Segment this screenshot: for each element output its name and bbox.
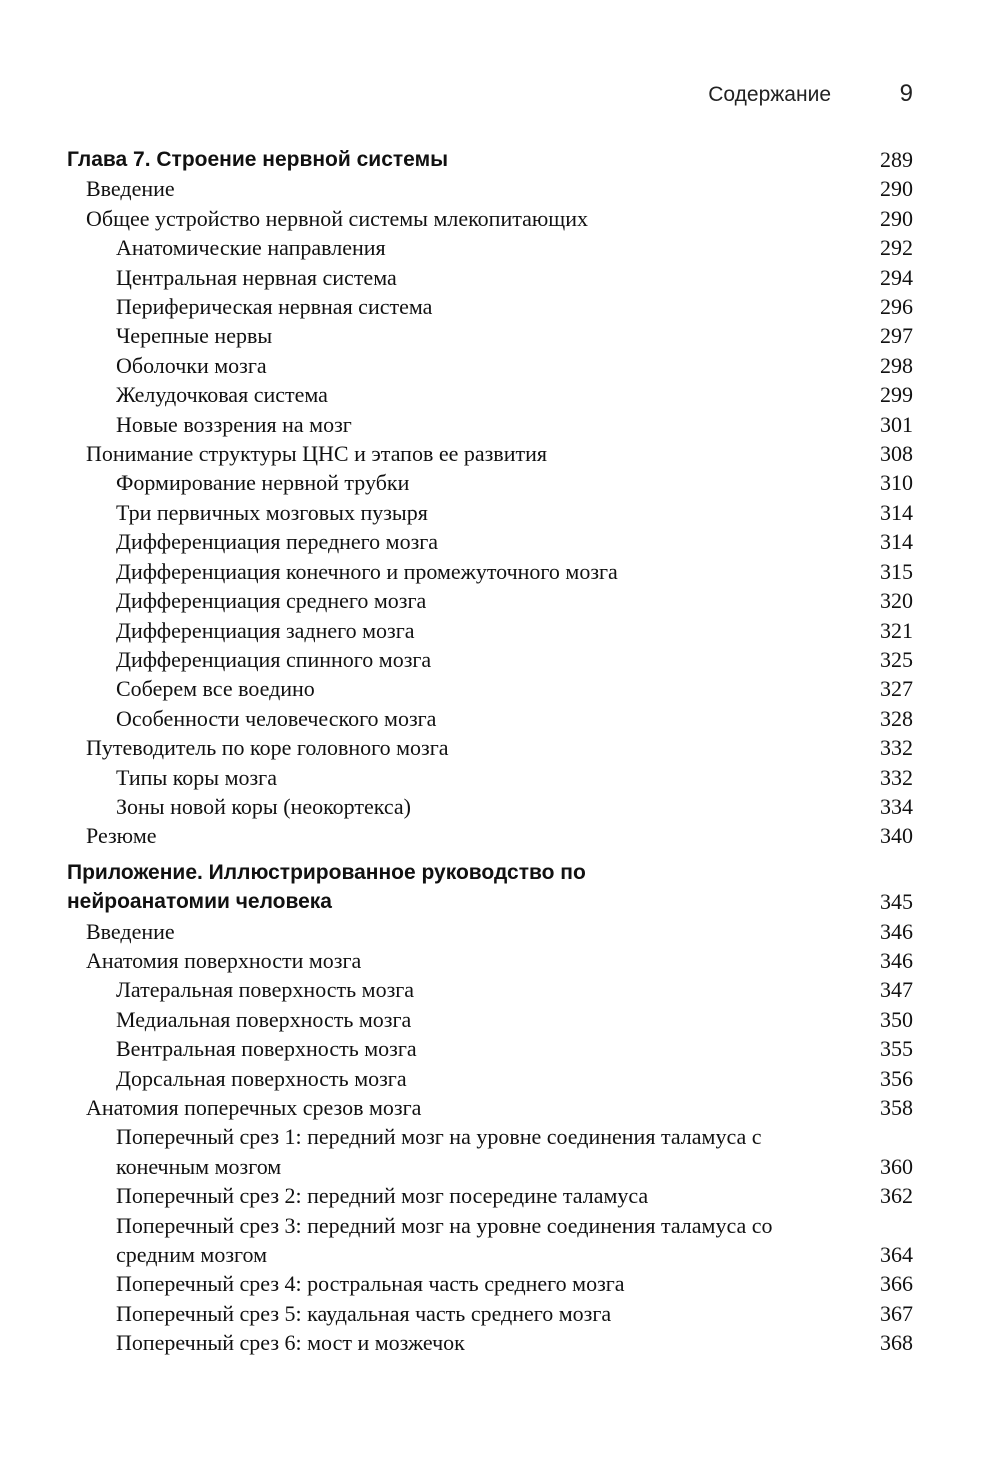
toc-entry-title: Соберем все воедино: [116, 676, 315, 702]
toc-entry[interactable]: [67, 616, 913, 645]
toc-entry-page-number: 358: [880, 1095, 913, 1120]
toc-entry[interactable]: [67, 1005, 913, 1034]
toc-entry-title: Периферическая нервная система: [116, 294, 433, 320]
toc-entry[interactable]: [67, 1181, 913, 1210]
toc-entry[interactable]: [67, 1299, 913, 1328]
toc-entry-title: Оболочки мозга: [116, 352, 267, 378]
toc-entry[interactable]: [67, 380, 913, 409]
toc-entry-title: Формирование нервной трубки: [116, 470, 410, 496]
toc-entry-title: Центральная нервная система: [116, 264, 397, 290]
toc-entry-title: Дифференциация среднего мозга: [116, 588, 427, 614]
section-heading[interactable]: [67, 858, 913, 917]
toc-entry-title: Особенности человеческого мозга: [116, 705, 437, 731]
toc-entry-page-number: 347: [880, 977, 913, 1003]
toc-entry[interactable]: [67, 321, 913, 350]
toc-entry[interactable]: [67, 410, 913, 439]
toc-entry-title: Поперечный срез 1: передний мозг на уровне соединения таламуса с конечным мозгом: [116, 1124, 762, 1179]
section-title: Приложение. Иллюстрированное руководство по нейроанатомии человека: [67, 860, 586, 914]
table-of-contents: [67, 145, 913, 1358]
toc-entry[interactable]: [67, 439, 913, 468]
toc-entry-title: Общее устройство нервной системы млекопитающих: [86, 205, 589, 231]
toc-entry-page-number: 314: [880, 499, 913, 525]
section-page-number: 289: [880, 147, 913, 172]
toc-entry-page-number: 294: [880, 264, 913, 290]
section-title: Глава 7. Строение нервной системы: [67, 148, 449, 171]
toc-entry-title: Анатомические направления: [116, 235, 386, 261]
running-title: Содержание: [708, 83, 831, 106]
toc-entry-page-number: 315: [880, 558, 913, 584]
page-header: [67, 80, 913, 110]
page-number: 9: [899, 80, 913, 107]
toc-entry[interactable]: [67, 763, 913, 792]
toc-entry-title: Дифференциация переднего мозга: [116, 529, 439, 555]
toc-entry[interactable]: [67, 733, 913, 762]
toc-entry-title: Медиальная поверхность мозга: [116, 1006, 412, 1032]
toc-entry-title: Зоны новой коры (неокортекса): [116, 793, 412, 819]
toc-entry-title: Анатомия поверхности мозга: [86, 947, 362, 973]
toc-entry[interactable]: [67, 821, 913, 850]
toc-entry-title: Резюме: [86, 823, 157, 849]
section-page-number: 345: [880, 889, 913, 915]
toc-entry-page-number: 360: [880, 1153, 913, 1179]
toc-entry-page-number: 346: [880, 918, 913, 944]
toc-entry-title: Поперечный срез 5: каудальная часть среднего мозга: [116, 1300, 612, 1326]
toc-entry-title: Понимание структуры ЦНС и этапов ее развития: [86, 441, 547, 467]
toc-entry-page-number: 350: [880, 1006, 913, 1032]
toc-entry-page-number: 334: [880, 793, 913, 819]
toc-entry-page-number: 367: [880, 1300, 913, 1326]
toc-entry-title: Новые воззрения на мозг: [116, 411, 352, 437]
toc-entry-title: Путеводитель по коре головного мозга: [86, 735, 449, 761]
toc-entry[interactable]: [67, 946, 913, 975]
toc-entry[interactable]: [67, 917, 913, 946]
toc-entry[interactable]: [67, 674, 913, 703]
toc-entry-title: Поперечный срез 2: передний мозг посередине таламуса: [116, 1183, 649, 1209]
toc-entry[interactable]: [67, 351, 913, 380]
toc-entry[interactable]: [67, 498, 913, 527]
toc-entry[interactable]: [67, 1034, 913, 1063]
toc-entry-title: Дифференциация заднего мозга: [116, 617, 415, 643]
toc-entry-page-number: 310: [880, 470, 913, 496]
toc-entry-page-number: 301: [880, 411, 913, 437]
toc-entry-page-number: 290: [880, 176, 913, 202]
toc-entry-page-number: 290: [880, 205, 913, 231]
toc-entry-page-number: 366: [880, 1271, 913, 1297]
toc-entry[interactable]: [67, 263, 913, 292]
toc-entry-title: Дифференциация конечного и промежуточного мозга: [116, 558, 618, 584]
toc-entry-title: Поперечный срез 4: ростральная часть среднего мозга: [116, 1271, 625, 1297]
toc-entry-page-number: 332: [880, 764, 913, 790]
toc-entry-title: Латеральная поверхность мозга: [116, 977, 415, 1003]
toc-section: [67, 858, 913, 1358]
toc-entry[interactable]: [67, 792, 913, 821]
toc-entry-title: Черепные нервы: [116, 323, 273, 349]
toc-entry[interactable]: [67, 586, 913, 615]
toc-entry[interactable]: [67, 975, 913, 1004]
toc-entry[interactable]: [67, 704, 913, 733]
toc-entry[interactable]: [67, 292, 913, 321]
toc-entry-title: Введение: [86, 918, 175, 944]
toc-entry[interactable]: [67, 557, 913, 586]
section-heading[interactable]: [67, 145, 913, 174]
toc-entry[interactable]: [67, 468, 913, 497]
toc-entry-page-number: 320: [880, 588, 913, 614]
toc-entry-title: Введение: [86, 176, 175, 202]
toc-entry-title: Типы коры мозга: [116, 764, 277, 790]
toc-entry[interactable]: [67, 1093, 913, 1122]
toc-entry[interactable]: [67, 1064, 913, 1093]
toc-entry-title: Поперечный срез 3: передний мозг на уровне соединения таламуса со средним мозгом: [116, 1212, 773, 1268]
toc-entry[interactable]: [67, 1269, 913, 1298]
toc-entry[interactable]: [67, 645, 913, 674]
toc-entry-page-number: 332: [880, 735, 913, 761]
toc-entry[interactable]: [67, 1211, 913, 1270]
toc-entry-page-number: 298: [880, 352, 913, 378]
toc-entry-page-number: 299: [880, 382, 913, 408]
toc-entry-page-number: 296: [880, 294, 913, 320]
toc-entry-title: Три первичных мозговых пузыря: [116, 499, 428, 525]
toc-entry-page-number: 321: [880, 617, 913, 643]
toc-entry-page-number: 355: [880, 1036, 913, 1062]
toc-entry-page-number: 314: [880, 529, 913, 555]
toc-entry-page-number: 325: [880, 646, 913, 672]
toc-entry-page-number: 362: [880, 1183, 913, 1209]
toc-entry[interactable]: [67, 204, 913, 233]
toc-entry[interactable]: [67, 233, 913, 262]
toc-entry-title: Вентральная поверхность мозга: [116, 1036, 417, 1062]
toc-entry-page-number: 356: [880, 1065, 913, 1091]
toc-entry-title: Анатомия поперечных срезов мозга: [86, 1095, 422, 1120]
toc-entry-page-number: 346: [880, 947, 913, 973]
toc-entry-title: Дорсальная поверхность мозга: [116, 1065, 407, 1091]
toc-entry-page-number: 308: [880, 441, 913, 467]
toc-entry[interactable]: [67, 174, 913, 203]
toc-entry-page-number: 327: [880, 676, 913, 702]
toc-section: [67, 145, 913, 851]
toc-entry-title: Дифференциация спинного мозга: [116, 646, 432, 672]
toc-entry[interactable]: [67, 527, 913, 556]
toc-entry-page-number: 297: [880, 323, 913, 349]
toc-entry-page-number: 368: [880, 1330, 913, 1356]
toc-entry-title: Поперечный срез 6: мост и мозжечок: [116, 1330, 465, 1356]
toc-entry-title: Желудочковая система: [116, 382, 328, 408]
toc-entry-page-number: 328: [880, 705, 913, 731]
toc-entry[interactable]: [67, 1122, 913, 1181]
toc-entry-page-number: 292: [880, 235, 913, 261]
toc-entry[interactable]: [67, 1328, 913, 1357]
toc-entry-page-number: 340: [880, 823, 913, 849]
toc-entry-page-number: 364: [880, 1242, 913, 1268]
